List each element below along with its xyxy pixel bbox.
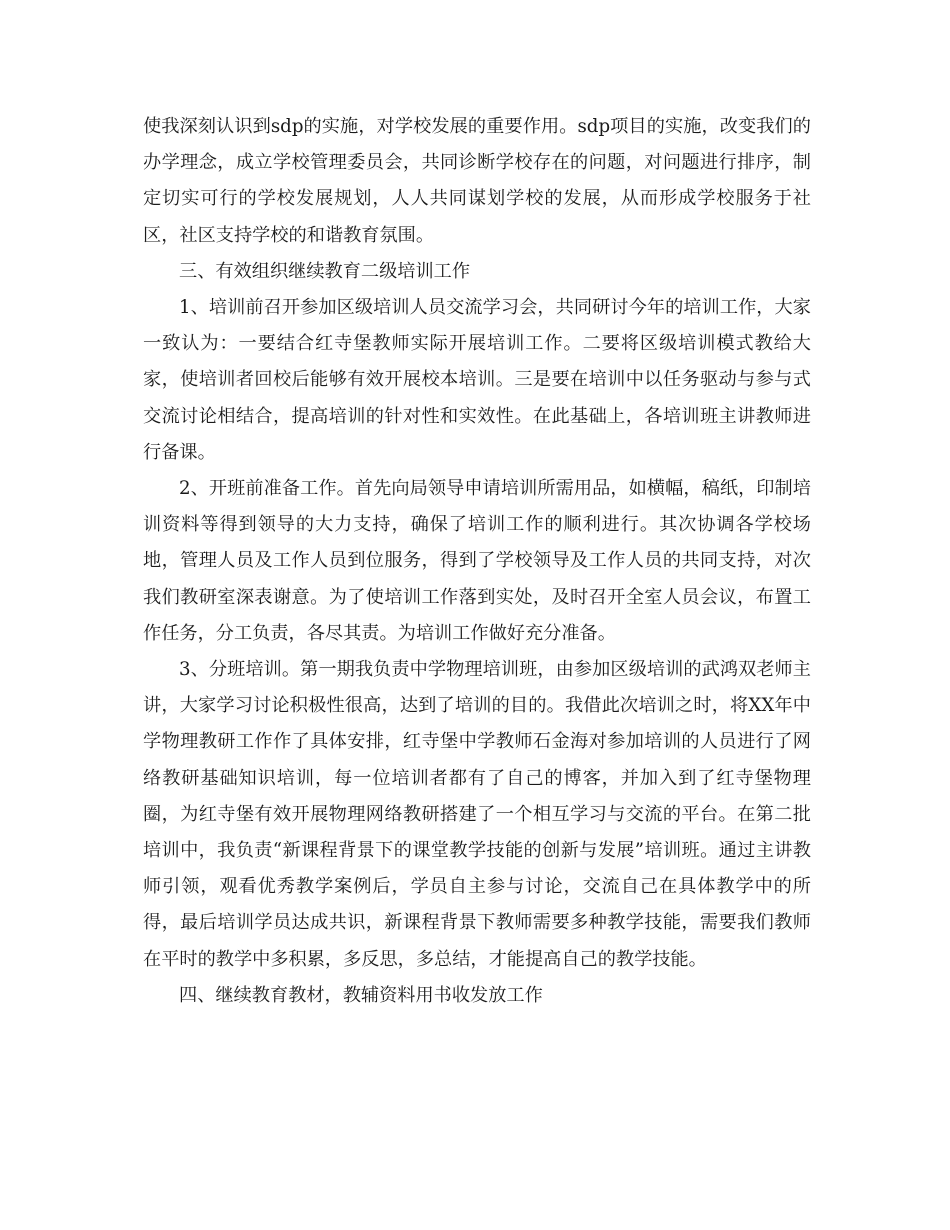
paragraph-sdp-impact: 使我深刻认识到sdp的实施，对学校发展的重要作用。sdp项目的实施，改变我们的办学理念，成立学校管理委员会，共同诊断学校存在的问题，对问题进行排序，制定切实可行的学校发展规划，人人共同谋划学校的发展，从而形成学校服务于社区，社区支持学校的和谐教育氛围。 — [143, 116, 811, 246]
paragraph-item-2: 2、开班前准备工作。首先向局领导申请培训所需用品，如横幅，稿纸，印制培训资料等得到领导的大力支持，确保了培训工作的顺利进行。其次协调各学校场地，管理人员及工作人员到位服务，得到了学校领导及工作人员的共同支持，对次我们教研室深表谢意。为了使培训工作落到实处，及时召开全室人员会议，布置工作任务，分工负责，各尽其责。为培训工作做好充分准备。 — [143, 478, 811, 644]
paragraph-item-3: 3、分班培训。第一期我负责中学物理培训班，由参加区级培训的武鸿双老师主讲，大家学习讨论积极性很高，达到了培训的目的。我借此次培训之时，将XX年中学物理教研工作作了具体安排，红寺堡中学教师石金海对参加培训的人员进行了网络教研基础知识培训，每一位培训者都有了自己的博客，并加入到了红寺堡物理圈，为红寺堡有效开展物理网络教研搭建了一个相互学习与交流的平台。在第二批培训中，我负责“新课程背景下的课堂教学技能的创新与发展”培训班。通过主讲教师引领，观看优秀教学案例后，学员自主参与讨论，交流自己在具体教学中的所得，最后培训学员达成共识，新课程背景下教师需要多种教学技能，需要我们教师在平时的教学中多积累，多反思，多总结，才能提高自己的教学技能。 — [143, 659, 811, 970]
section-heading-3: 三、有效组织继续教育二级培训工作 — [179, 260, 471, 282]
section-heading-4: 四、继续教育教材，教辅资料用书收发放工作 — [179, 984, 543, 1006]
document-body — [143, 109, 811, 1014]
paragraph-item-1: 1、培训前召开参加区级培训人员交流学习会，共同研讨今年的培训工作，大家一致认为：一要结合红寺堡教师实际开展培训工作。二要将区级培训模式教给大家，使培训者回校后能够有效开展校本培训。三是要在培训中以任务驱动与参与式交流讨论相结合，提高培训的针对性和实效性。在此基础上，各培训班主讲教师进行备课。 — [143, 297, 811, 463]
